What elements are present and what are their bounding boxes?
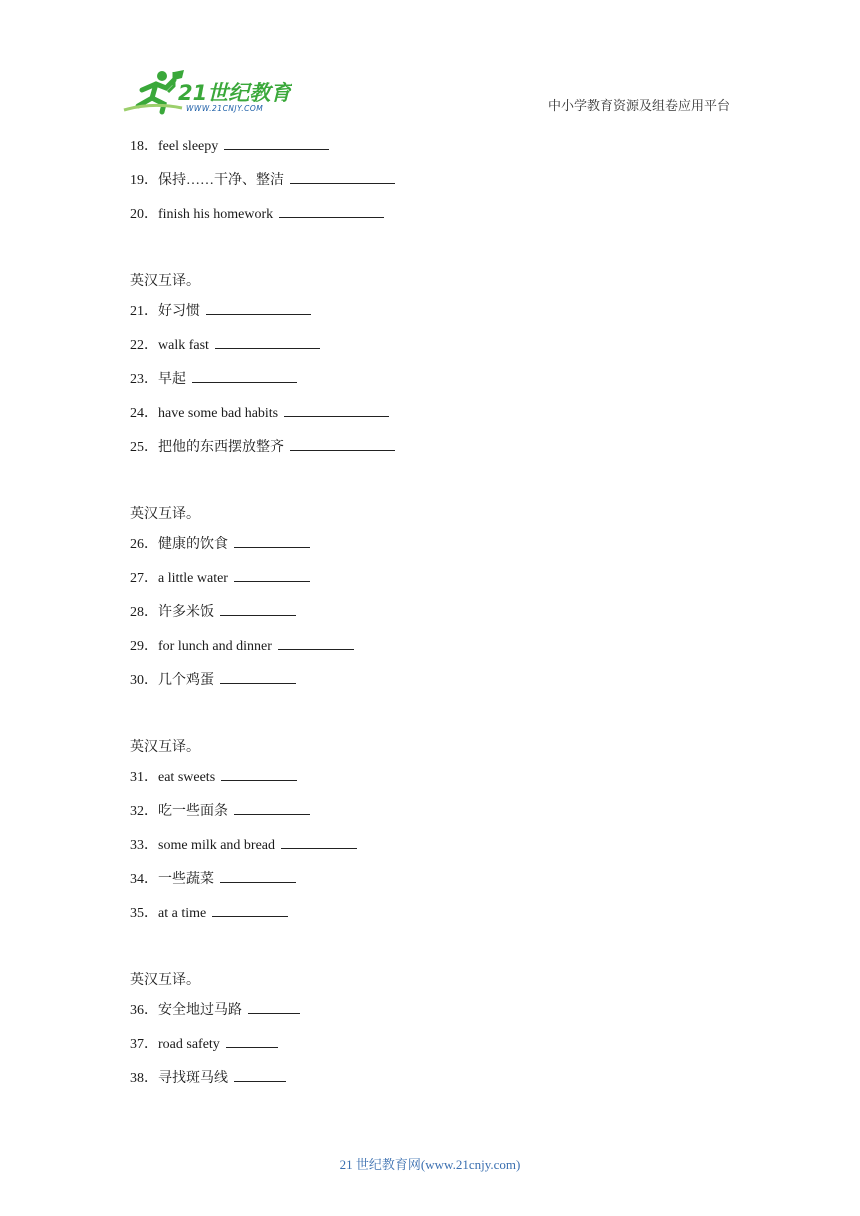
question-item (130, 764, 750, 798)
question-item (130, 400, 750, 434)
answer-blank[interactable] (234, 533, 310, 548)
question-number: 31． (130, 770, 158, 786)
question-number: 20． (130, 206, 158, 222)
question-item (130, 133, 750, 167)
question-text: have some bad habits (158, 405, 279, 421)
question-item (130, 633, 750, 667)
section-heading: 英汉互译。 (130, 739, 200, 756)
question-text: 安全地过马路 (158, 1003, 242, 1019)
question-number: 26． (130, 537, 158, 553)
answer-blank[interactable] (220, 669, 296, 684)
runner-logo-icon (122, 68, 292, 116)
question-item (130, 1031, 750, 1065)
answer-blank[interactable] (281, 834, 357, 849)
question-text: walk fast (158, 338, 209, 354)
question-item (130, 565, 750, 599)
question-number: 34． (130, 871, 158, 887)
answer-blank[interactable] (192, 368, 297, 383)
logo-text: 21世纪教育 (178, 81, 292, 105)
question-number: 29． (130, 638, 158, 654)
section-heading: 英汉互译。 (130, 506, 200, 523)
question-number: 18． (130, 139, 158, 154)
answer-blank[interactable] (220, 868, 296, 883)
exercise-content (130, 133, 750, 1099)
question-text: 许多米饭 (158, 604, 214, 620)
question-item (130, 167, 750, 201)
question-number: 23． (130, 371, 158, 387)
question-number: 21． (130, 304, 158, 320)
question-number: 37． (130, 1037, 158, 1053)
answer-blank[interactable] (221, 766, 297, 781)
answer-blank[interactable] (234, 1067, 286, 1082)
question-text: a little water (158, 571, 228, 587)
answer-blank[interactable] (278, 635, 354, 650)
question-text: 早起 (158, 371, 186, 387)
answer-blank[interactable] (220, 601, 296, 616)
answer-blank[interactable] (290, 436, 395, 451)
page-header (0, 0, 860, 125)
answer-blank[interactable] (234, 567, 310, 582)
question-item (130, 531, 750, 565)
question-number: 32． (130, 804, 158, 820)
question-number: 27． (130, 571, 158, 587)
answer-blank[interactable] (248, 999, 300, 1014)
question-item (130, 1065, 750, 1099)
question-number: 28． (130, 604, 158, 620)
section-4 (130, 730, 750, 933)
question-number: 24． (130, 405, 158, 421)
answer-blank[interactable] (212, 902, 288, 917)
question-text: road safety (158, 1037, 220, 1053)
question-item (130, 201, 750, 235)
logo (122, 68, 292, 116)
question-text: 寻找斑马线 (158, 1070, 228, 1086)
question-item (130, 434, 750, 468)
answer-blank[interactable] (290, 169, 395, 184)
question-text: some milk and bread (158, 837, 276, 853)
question-text: 保持……干净、整洁 (158, 172, 284, 188)
answer-blank[interactable] (206, 300, 311, 315)
question-text: finish his homework (158, 206, 274, 222)
question-text: eat sweets (158, 770, 216, 786)
section-1 (130, 133, 750, 234)
section-5 (130, 963, 750, 1098)
answer-blank[interactable] (234, 800, 310, 815)
question-text: 把他的东西摆放整齐 (158, 439, 284, 455)
answer-blank[interactable] (215, 334, 320, 349)
page-footer: 21 世纪教育网(www.21cnjy.com) (339, 1157, 521, 1172)
question-text: 好习惯 (158, 304, 200, 320)
question-item (130, 832, 750, 866)
question-item (130, 798, 750, 832)
answer-blank[interactable] (224, 135, 329, 150)
question-item (130, 997, 750, 1031)
question-item (130, 332, 750, 366)
question-text: 吃一些面条 (158, 804, 228, 820)
question-item (130, 599, 750, 633)
question-text: 一些蔬菜 (158, 871, 214, 887)
question-text: feel sleepy (158, 139, 219, 154)
section-3 (130, 497, 750, 700)
question-item (130, 298, 750, 332)
question-number: 33． (130, 837, 158, 853)
answer-blank[interactable] (226, 1033, 278, 1048)
question-number: 30． (130, 672, 158, 688)
question-text: for lunch and dinner (158, 638, 272, 654)
question-item (130, 900, 750, 934)
question-number: 36． (130, 1003, 158, 1019)
question-number: 35． (130, 905, 158, 921)
question-number: 19． (130, 172, 158, 188)
section-heading: 英汉互译。 (130, 972, 200, 989)
question-text: 几个鸡蛋 (158, 672, 214, 688)
question-number: 25． (130, 439, 158, 455)
question-number: 38． (130, 1070, 158, 1086)
question-text: at a time (158, 905, 207, 921)
question-number: 22． (130, 338, 158, 354)
section-2 (130, 264, 750, 467)
question-text: 健康的饮食 (158, 537, 228, 553)
question-item (130, 667, 750, 701)
answer-blank[interactable] (284, 402, 389, 417)
answer-blank[interactable] (279, 203, 384, 218)
section-heading: 英汉互译。 (130, 273, 200, 290)
header-tagline: 中小学教育资源及组卷应用平台 (547, 99, 730, 114)
logo-url: WWW.21CNJY.COM (186, 104, 264, 113)
question-item (130, 366, 750, 400)
question-item (130, 866, 750, 900)
